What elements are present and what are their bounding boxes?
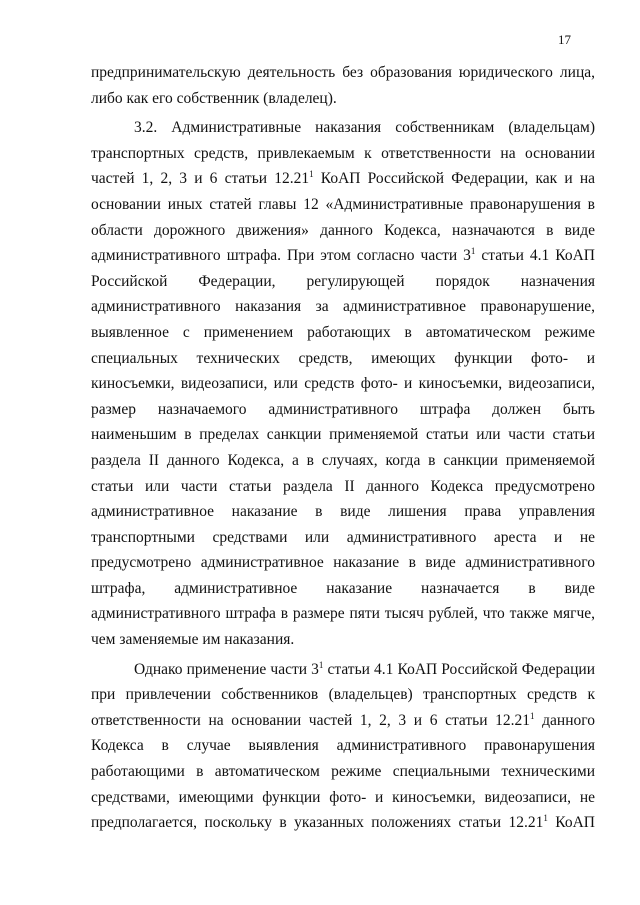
text-line: средствами, имеющими функции фото- и киносъемки, видеозаписи, не bbox=[91, 788, 595, 806]
text-line: ответственности на основании частей 1, 2, 3 и 6 статьи 12.21$^1$ данного bbox=[91, 710, 595, 729]
text-line: статьи или части статьи раздела II данного Кодекса предусмотрено bbox=[91, 477, 595, 495]
page-number: 17 bbox=[558, 32, 571, 47]
superscript: 1 bbox=[470, 246, 476, 256]
text-line: штрафа, административное наказание назначается в виде bbox=[91, 579, 595, 597]
paragraph bbox=[91, 60, 595, 111]
text-line: специальных технических средств, имеющих функции фото- и bbox=[91, 349, 595, 367]
text-line: 3.2. Административные наказания собственникам (владельцам) bbox=[134, 119, 595, 137]
paragraph bbox=[91, 115, 595, 652]
text-line: раздела II данного Кодекса, а в случаях, когда в санкции применяемой bbox=[91, 451, 595, 469]
text-line: Однако применение части $3^1$ статьи 4.1 КоАП Российской Федерации bbox=[134, 659, 595, 678]
superscript: 1 bbox=[309, 169, 314, 180]
text-line: предполагается, поскольку в указанных положениях статьи 12.21$^1$ КоАП bbox=[91, 813, 595, 832]
text-line: административного штрафа в размере пяти тысяч рублей, что также мягче, bbox=[91, 605, 595, 623]
text-line: транспортными средствами или административного ареста и не bbox=[91, 528, 595, 546]
superscript: 1 bbox=[530, 710, 535, 721]
text-line: работающими в автоматическом режиме специальными техническими bbox=[91, 763, 595, 781]
superscript: 1 bbox=[318, 659, 324, 670]
text-line: административного наказания за административное правонарушение, bbox=[91, 298, 595, 316]
text-line: киносъемки, видеозаписи, или средств фото- и киносъемки, видеозаписи, bbox=[91, 375, 595, 393]
text-line: предпринимательскую деятельность без образования юридического лица, bbox=[91, 64, 595, 81]
text-line: основании иных статей главы 12 «Административные правонарушения в bbox=[91, 195, 595, 213]
superscript: 1 bbox=[543, 813, 548, 824]
text-line: административного штрафа. При этом согласно части $3^1$ статьи 4.1 КоАП bbox=[91, 246, 595, 265]
text-line: выявленное с применением работающих в автоматическом режиме bbox=[91, 323, 595, 341]
text-line: размер назначаемого административного штрафа должен быть bbox=[91, 400, 595, 418]
text-line: частей 1, 2, 3 и 6 статьи 12.21$^1$ КоАП Российской Федерации, как и на bbox=[91, 169, 595, 188]
text-line: либо как его собственник (владелец). bbox=[91, 89, 337, 107]
paragraph bbox=[91, 657, 595, 836]
text-line: предусмотрено административное наказание в виде административного bbox=[91, 554, 595, 572]
text-line: при привлечении собственников (владельцев) транспортных средств к bbox=[91, 686, 595, 704]
text-line: чем заменяемые им наказания. bbox=[91, 631, 295, 649]
text-line: Кодекса в случае выявления административного правонарушения bbox=[91, 737, 595, 755]
document-body bbox=[91, 60, 595, 836]
text-line: Российской Федерации, регулирующей порядок назначения bbox=[91, 272, 595, 290]
text-line: административное наказание в виде лишения права управления bbox=[91, 503, 595, 521]
text-line: наименьшим в пределах санкции применяемой статьи или части статьи bbox=[91, 426, 595, 444]
text-line: транспортных средств, привлекаемым к ответственности на основании bbox=[91, 144, 595, 162]
text-line: области дорожного движения» данного Кодекса, назначаются в виде bbox=[91, 221, 595, 239]
